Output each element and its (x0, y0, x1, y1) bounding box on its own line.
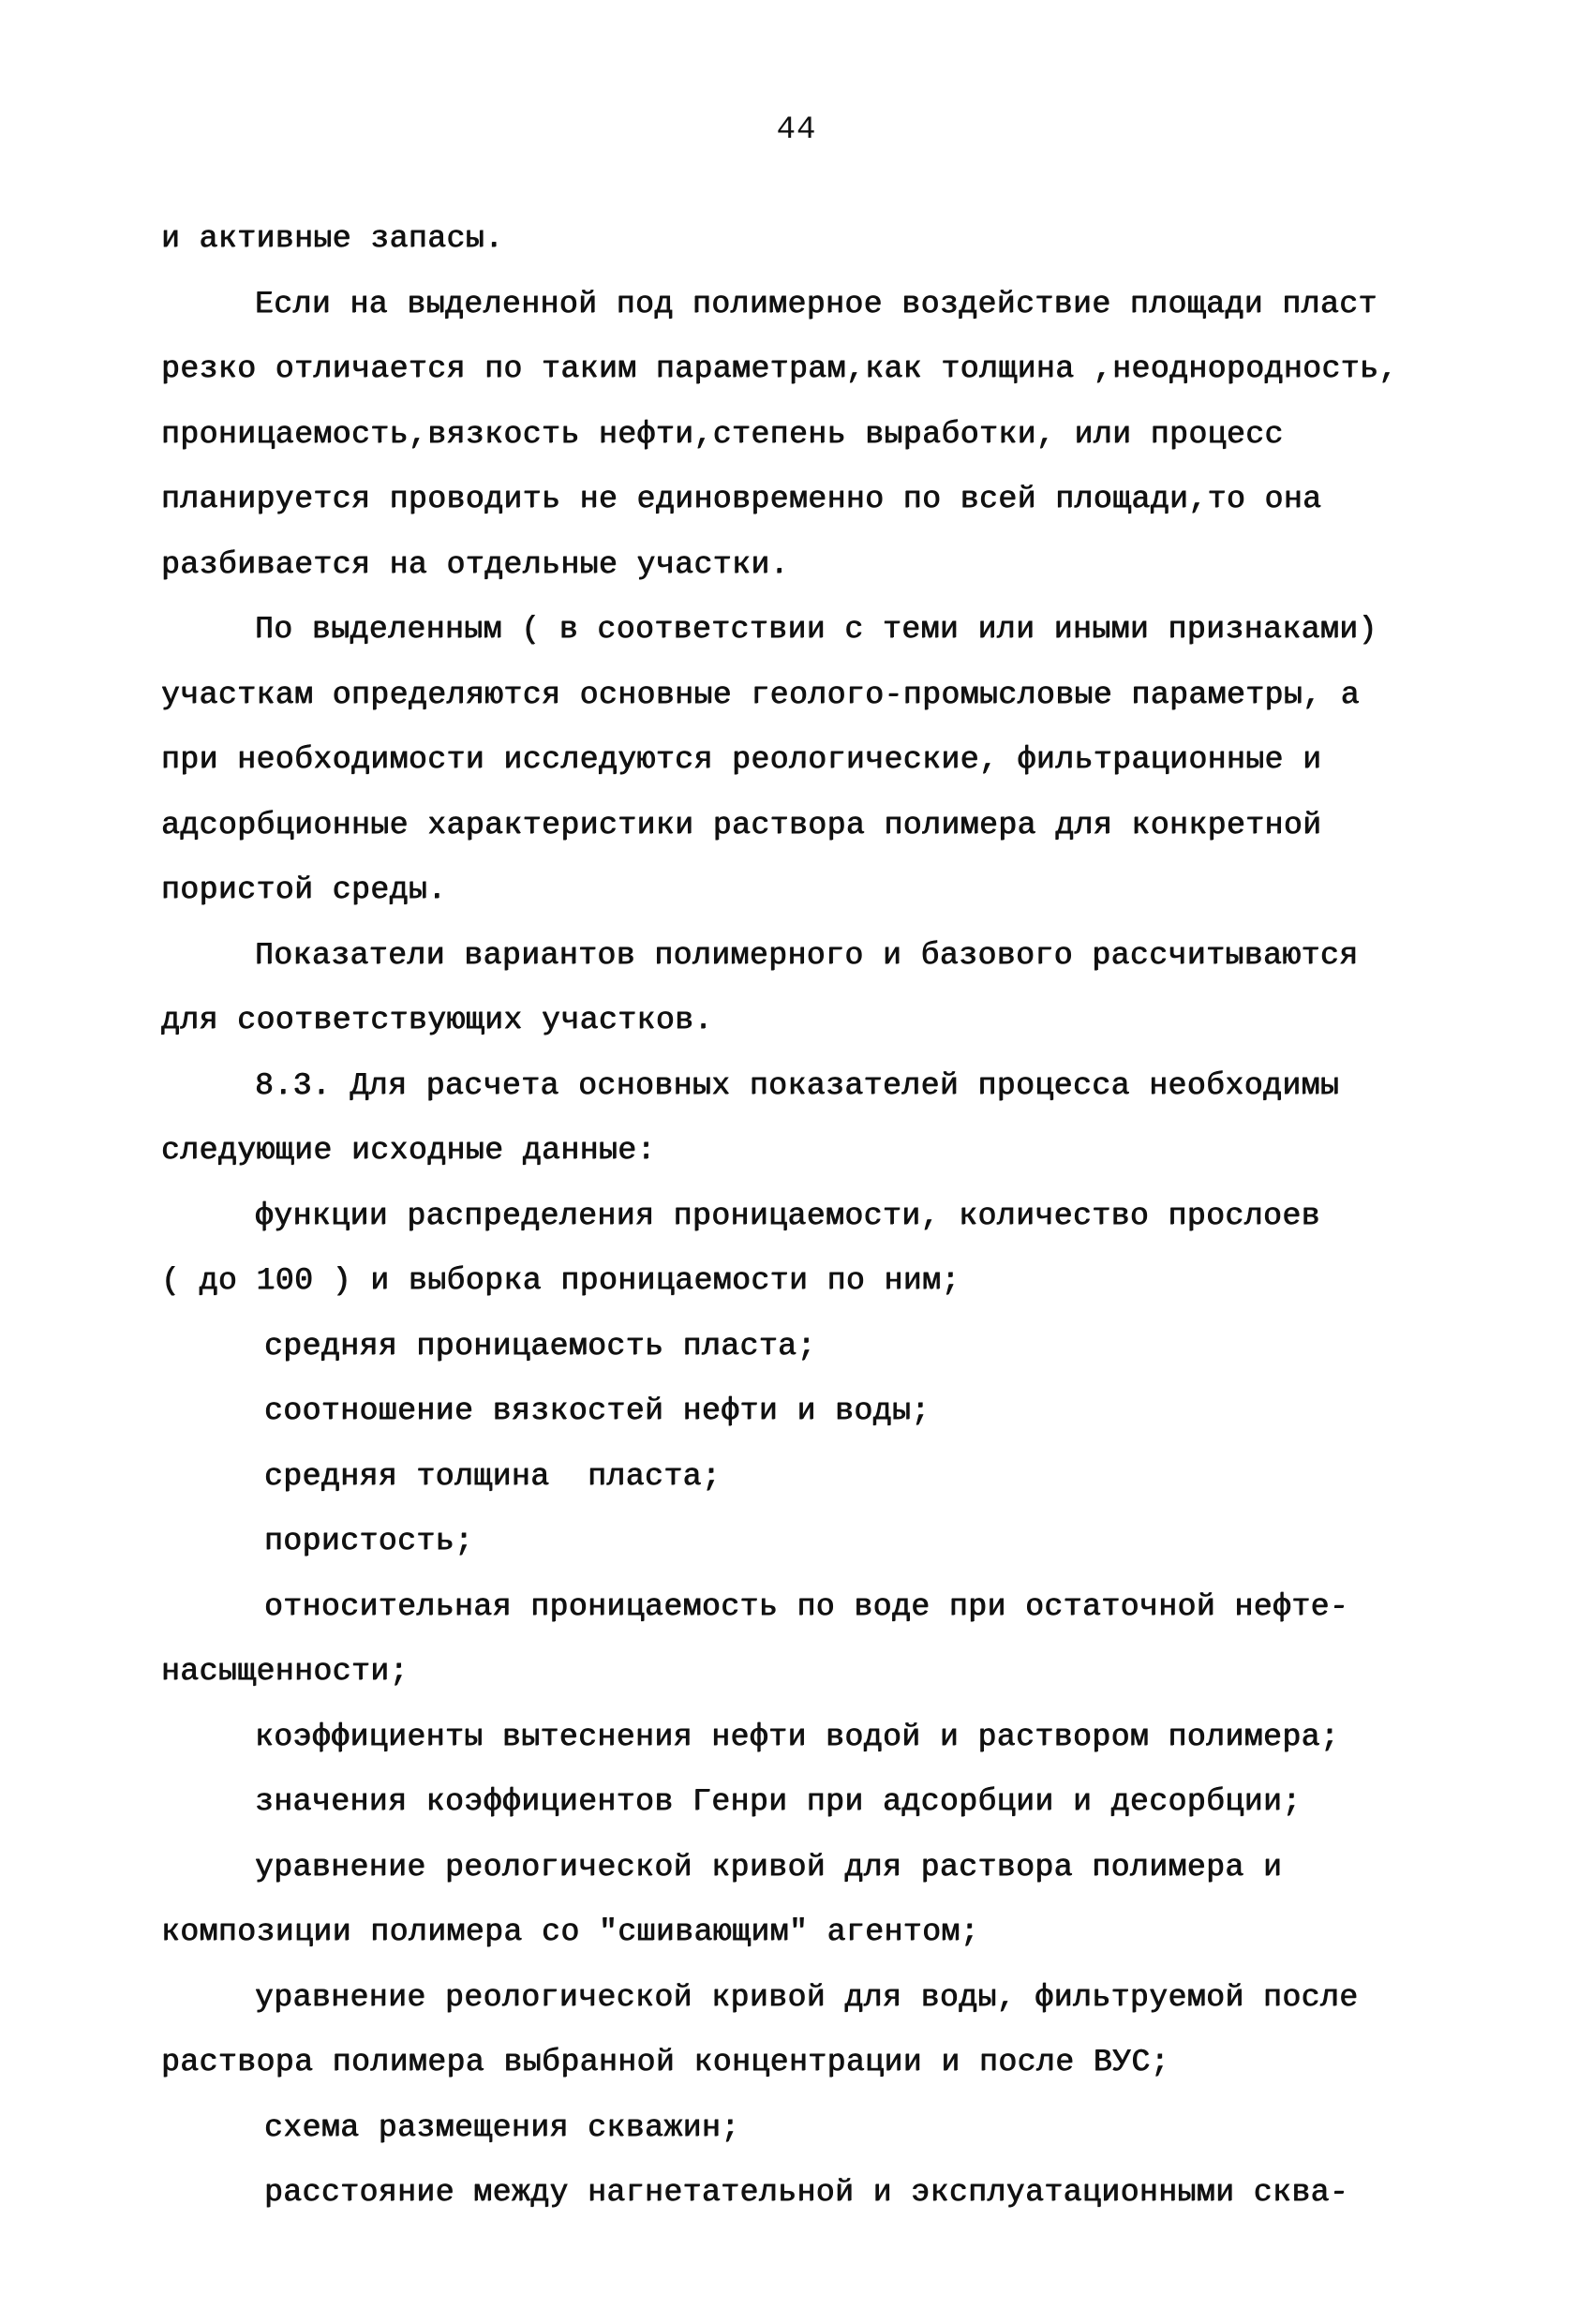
text-line: Если на выделенной под полимерное воздействие площади пласт (255, 286, 1377, 321)
text-line: проницаемость,вязкость нефти,степень выработки, или процесс (161, 416, 1284, 452)
text-line: раствора полимера выбранной концентрации и после ВУС; (161, 2045, 1170, 2079)
text-line: при необходимости исследуются реологические, фильтрационные и (161, 742, 1322, 777)
text-line: По выделенным ( в соответствии с теми или иными признаками) (255, 612, 1377, 647)
text-line: ( до 100 ) и выборка проницаемости по ним; (161, 1263, 960, 1298)
text-line: 8.3. Для расчета основных показателей процесса необходимы (255, 1067, 1340, 1103)
text-line: резко отличается по таким параметрам,как толщина ,неоднородность, (161, 351, 1398, 386)
text-line: относительная проницаемость по воде при остаточной нефте- (264, 1588, 1349, 1624)
text-line: планируется проводить не единовременно по всей площади,то она (161, 482, 1322, 516)
text-line: средняя толщина пласта; (264, 1458, 722, 1494)
text-line: участкам определяются основные геолого-промысловые параметры, а (161, 677, 1361, 712)
text-line: Показатели вариантов полимерного и базового рассчитываются (255, 937, 1359, 973)
text-line: для соответствующих участков. (161, 1003, 713, 1037)
text-line: схема размещения скважин; (264, 2109, 740, 2145)
text-line: пористость; (264, 1524, 474, 1558)
text-line: насыщенности; (161, 1654, 409, 1689)
text-line: уравнение реологической кривой для воды, фильтруемой после (255, 1979, 1359, 2015)
text-line: следующие исходные данные: (161, 1133, 656, 1168)
text-line: композиции полимера со "сшивающим" агентом; (161, 1914, 980, 1949)
body-text (161, 206, 1473, 2226)
page-number: 44 (776, 112, 817, 148)
text-line: и активные запасы. (161, 221, 504, 256)
text-line: значения коэффициентов Генри при адсорбции и десорбции; (255, 1784, 1302, 1819)
text-line: функции распределения проницаемости, количество прослоев (255, 1198, 1320, 1233)
text-line: пористой среды. (161, 872, 447, 907)
text-line: расстояние между нагнетательной и эксплуатационными сква- (264, 2175, 1349, 2210)
text-line: средняя проницаемость пласта; (264, 1328, 816, 1363)
text-line: адсорбционные характеристики раствора полимера для конкретной (161, 807, 1322, 842)
text-line: разбивается на отдельные участки. (161, 546, 790, 582)
text-line: соотношение вязкостей нефти и воды; (264, 1393, 930, 1428)
text-line: уравнение реологической кривой для раствора полимера и (255, 1849, 1283, 1885)
text-line: коэффициенты вытеснения нефти водой и раствором полимера; (255, 1719, 1340, 1754)
